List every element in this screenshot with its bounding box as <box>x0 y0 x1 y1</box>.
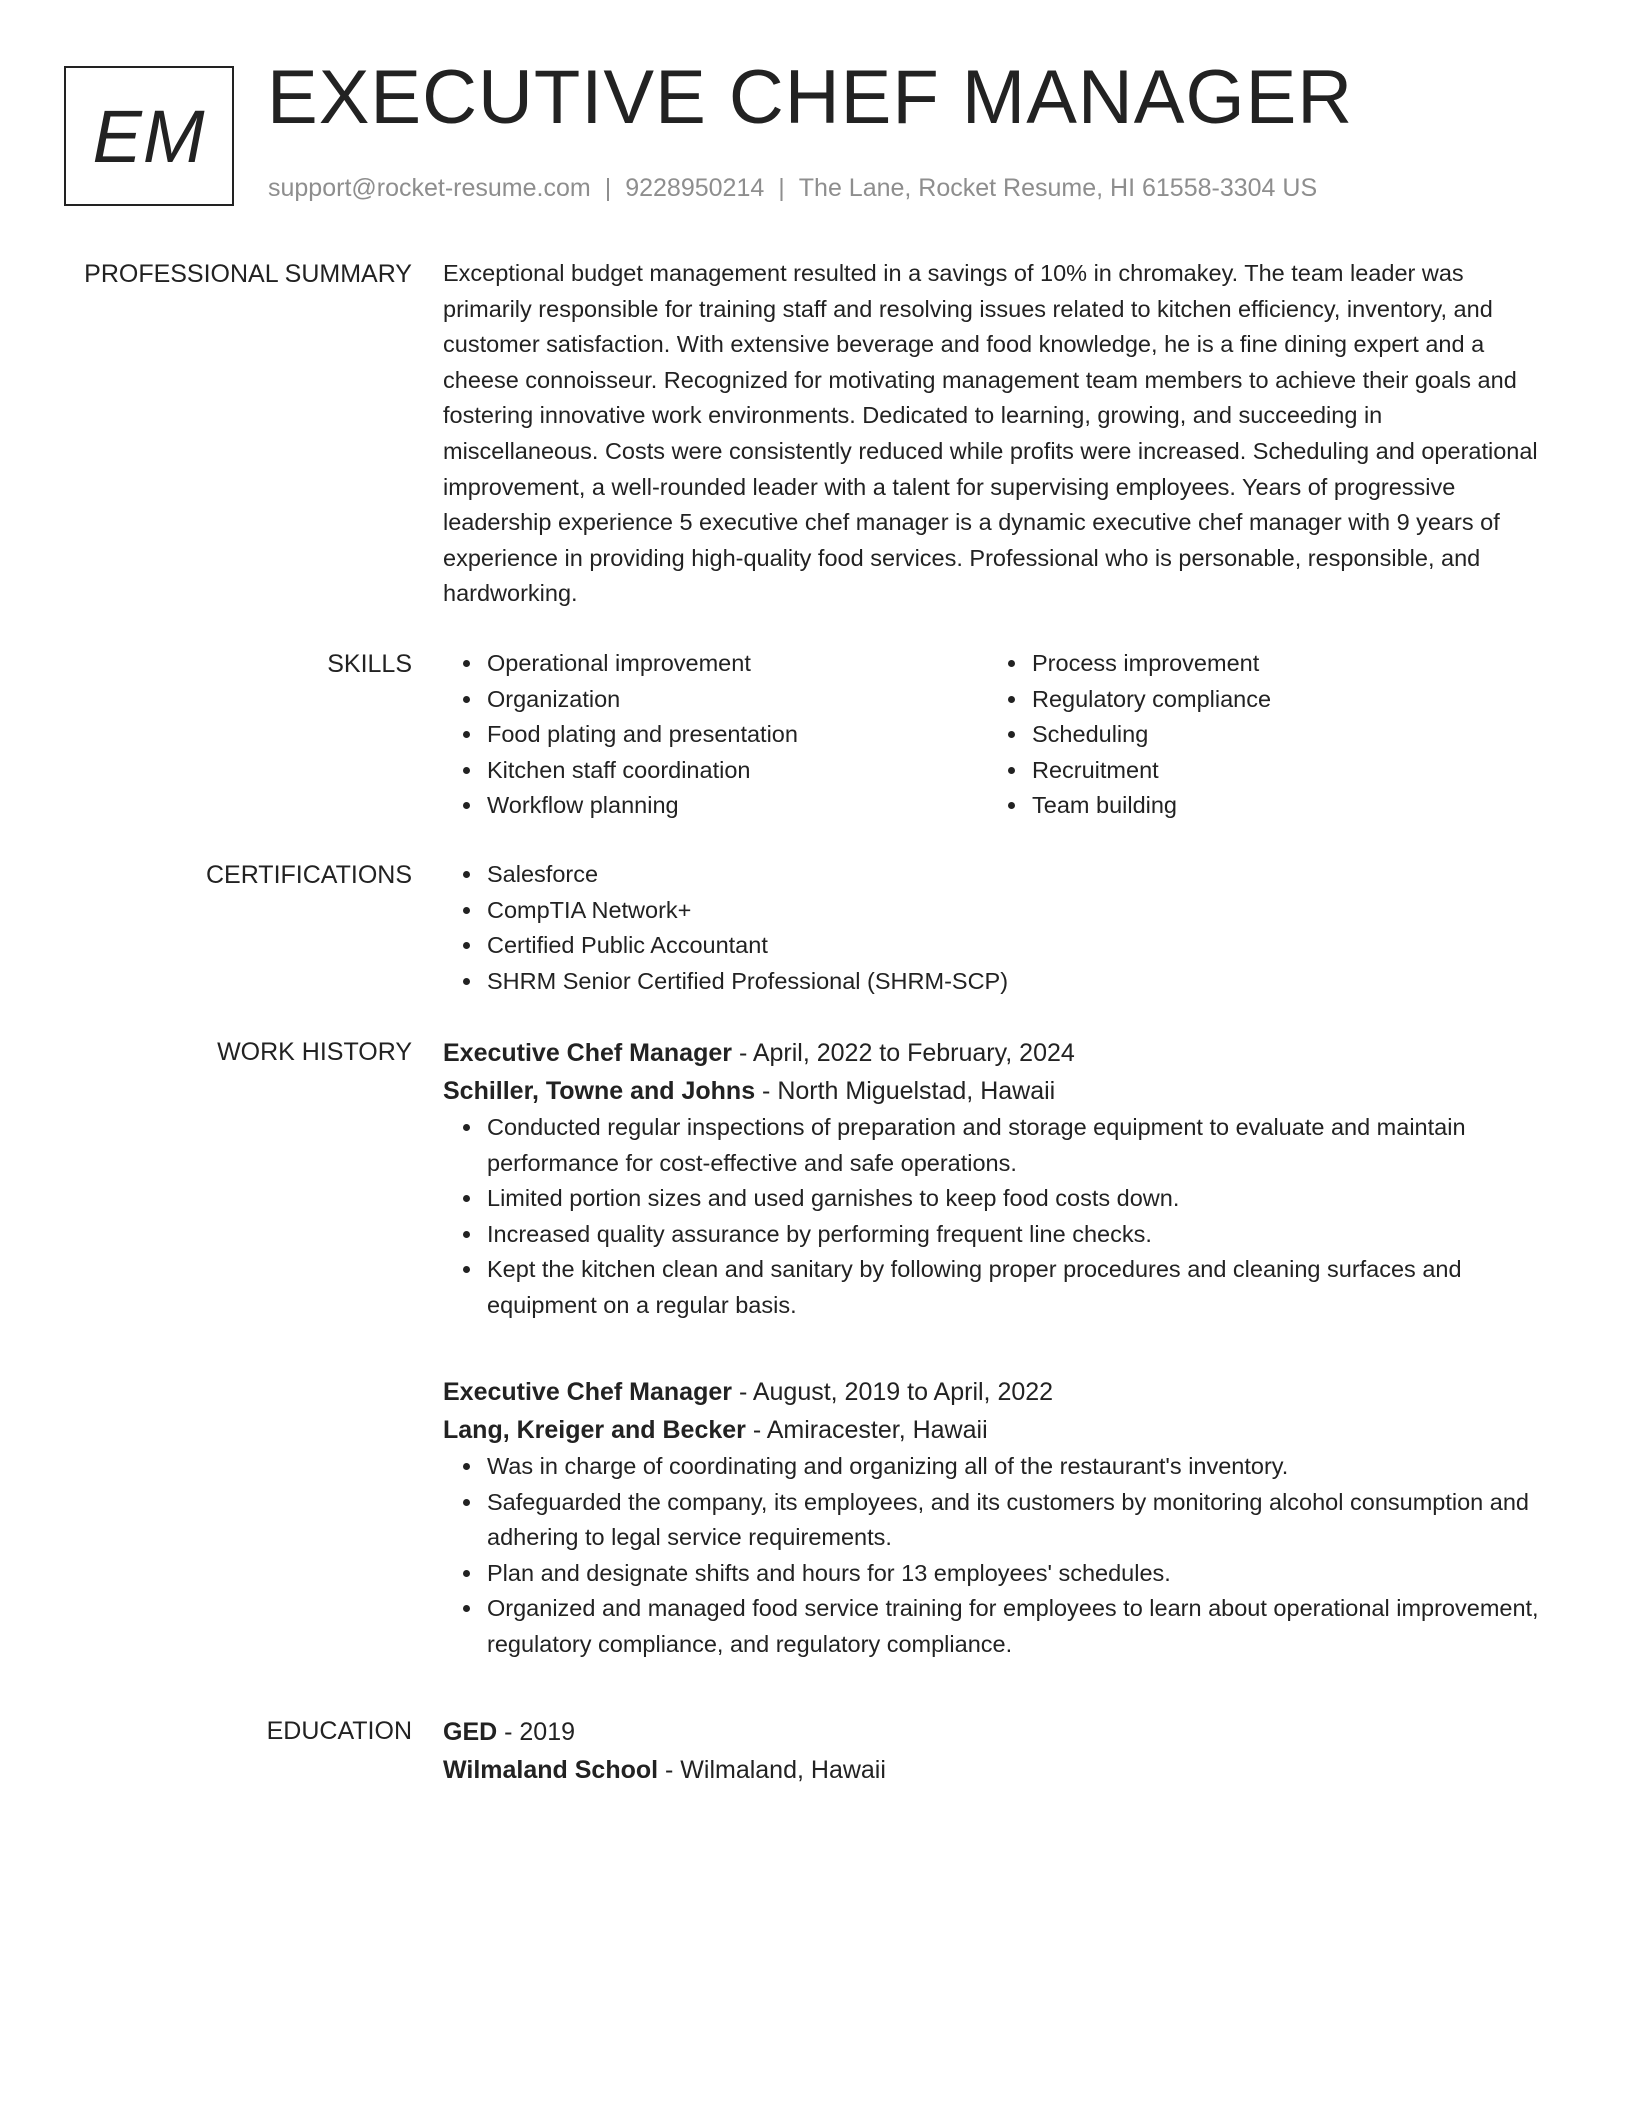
education-school: Wilmaland School <box>443 1756 659 1784</box>
education-degree-line <box>443 1713 1543 1751</box>
contact-address: The Lane, Rocket Resume, HI 61558-3304 US <box>798 174 1318 202</box>
job-bullet: Limited portion sizes and used garnishes to keep food costs down. <box>487 1181 1543 1217</box>
skill-item: Regulatory compliance <box>1032 682 1533 718</box>
job-bullets <box>443 1110 1543 1324</box>
skill-item: Organization <box>487 682 988 718</box>
job-dates: - August, 2019 to April, 2022 <box>732 1378 1054 1406</box>
contact-separator: | <box>604 174 612 202</box>
job-bullet: Increased quality assurance by performing frequent line checks. <box>487 1217 1543 1253</box>
job-location: - North Miguelstad, Hawaii <box>755 1077 1056 1105</box>
education-location: - Wilmaland, Hawaii <box>658 1756 886 1784</box>
job-bullets <box>443 1449 1543 1663</box>
section-heading: WORK HISTORY <box>217 1038 412 1066</box>
job-company-line <box>443 1072 1543 1110</box>
work-history-body <box>443 1034 1543 1324</box>
skill-item: Process improvement <box>1032 646 1533 682</box>
summary-body <box>443 256 1543 612</box>
education-school-line <box>443 1751 1543 1789</box>
skill-item: Recruitment <box>1032 753 1533 789</box>
contact-separator: | <box>778 174 785 202</box>
skill-item: Food plating and presentation <box>487 717 988 753</box>
job-company-line <box>443 1411 1543 1449</box>
certification-item: Salesforce <box>487 857 1543 893</box>
section-heading: SKILLS <box>327 650 412 678</box>
certification-item: Certified Public Accountant <box>487 928 1543 964</box>
job-company: Lang, Kreiger and Becker <box>443 1416 746 1444</box>
monogram-initials: EM <box>92 94 206 178</box>
job-location: - Amiracester, Hawaii <box>745 1416 988 1444</box>
job-company: Schiller, Towne and Johns <box>443 1077 756 1105</box>
contact-email: support@rocket-resume.com <box>268 174 591 202</box>
job-bullet: Plan and designate shifts and hours for 13 employees' schedules. <box>487 1556 1543 1592</box>
contact-phone: 9228950214 <box>625 174 765 202</box>
section-heading: CERTIFICATIONS <box>205 861 412 889</box>
job-title-line <box>443 1373 1543 1411</box>
skill-item: Workflow planning <box>487 788 988 824</box>
certifications-body <box>443 857 1543 999</box>
certification-item: CompTIA Network+ <box>487 893 1543 929</box>
education-body <box>443 1713 1543 1789</box>
job-entry <box>443 1034 1543 1324</box>
job-bullet: Organized and managed food service training for employees to learn about operational improvement, regulatory compliance, and regulatory compliance. <box>487 1591 1543 1662</box>
job-bullet: Was in charge of coordinating and organizing all of the restaurant's inventory. <box>487 1449 1543 1485</box>
skills-list-left <box>443 646 988 824</box>
job-title-line <box>443 1034 1543 1072</box>
certification-item: SHRM Senior Certified Professional (SHRM-SCP) <box>487 964 1543 1000</box>
skills-body <box>443 646 1543 824</box>
certifications-list <box>443 857 1543 999</box>
work-history-body <box>443 1373 1543 1663</box>
monogram-box <box>64 66 234 206</box>
job-dates: - April, 2022 to February, 2024 <box>732 1039 1075 1067</box>
skill-item: Scheduling <box>1032 717 1533 753</box>
job-bullet: Conducted regular inspections of preparation and storage equipment to evaluate and maintain performance for cost-effective and safe operations. <box>487 1110 1543 1181</box>
section-heading: PROFESSIONAL SUMMARY <box>84 260 412 288</box>
job-bullet: Safeguarded the company, its employees, and its customers by monitoring alcohol consumption and adhering to legal service requirements. <box>487 1485 1543 1556</box>
skills-list-right <box>988 646 1533 824</box>
contact-line <box>268 174 1317 203</box>
summary-text: Exceptional budget management resulted in a savings of 10% in chromakey. The team leader was primarily responsible for training staff and resolving issues related to kitchen efficiency, inventory, and customer satisfaction. With extensive beverage and food knowledge, he is a fine dining expert and a cheese connoisseur. Recognized for motivating management team members to achieve their goals and fostering innovative work environments. Dedicated to learning, growing, and succeeding in miscellaneous. Costs were consistently reduced while profits were increased. Scheduling and operational improvement, a well-rounded leader with a talent for supervising employees. Years of progressive leadership experience 5 executive chef manager is a dynamic executive chef manager with 9 years of experience in providing high-quality food services. Professional who is personable, responsible, and hardworking. <box>443 260 1538 607</box>
skill-item: Operational improvement <box>487 646 988 682</box>
job-title: Executive Chef Manager <box>443 1378 732 1406</box>
job-entry <box>443 1373 1543 1663</box>
job-title: Executive Chef Manager <box>443 1039 732 1067</box>
job-bullet: Kept the kitchen clean and sanitary by following proper procedures and cleaning surfaces and equipment on a regular basis. <box>487 1252 1543 1323</box>
education-degree: GED <box>443 1718 498 1746</box>
resume-name: EXECUTIVE CHEF MANAGER <box>267 55 1354 140</box>
skill-item: Team building <box>1032 788 1533 824</box>
skill-item: Kitchen staff coordination <box>487 753 988 789</box>
section-heading: EDUCATION <box>266 1717 412 1745</box>
education-year: - 2019 <box>497 1718 576 1746</box>
